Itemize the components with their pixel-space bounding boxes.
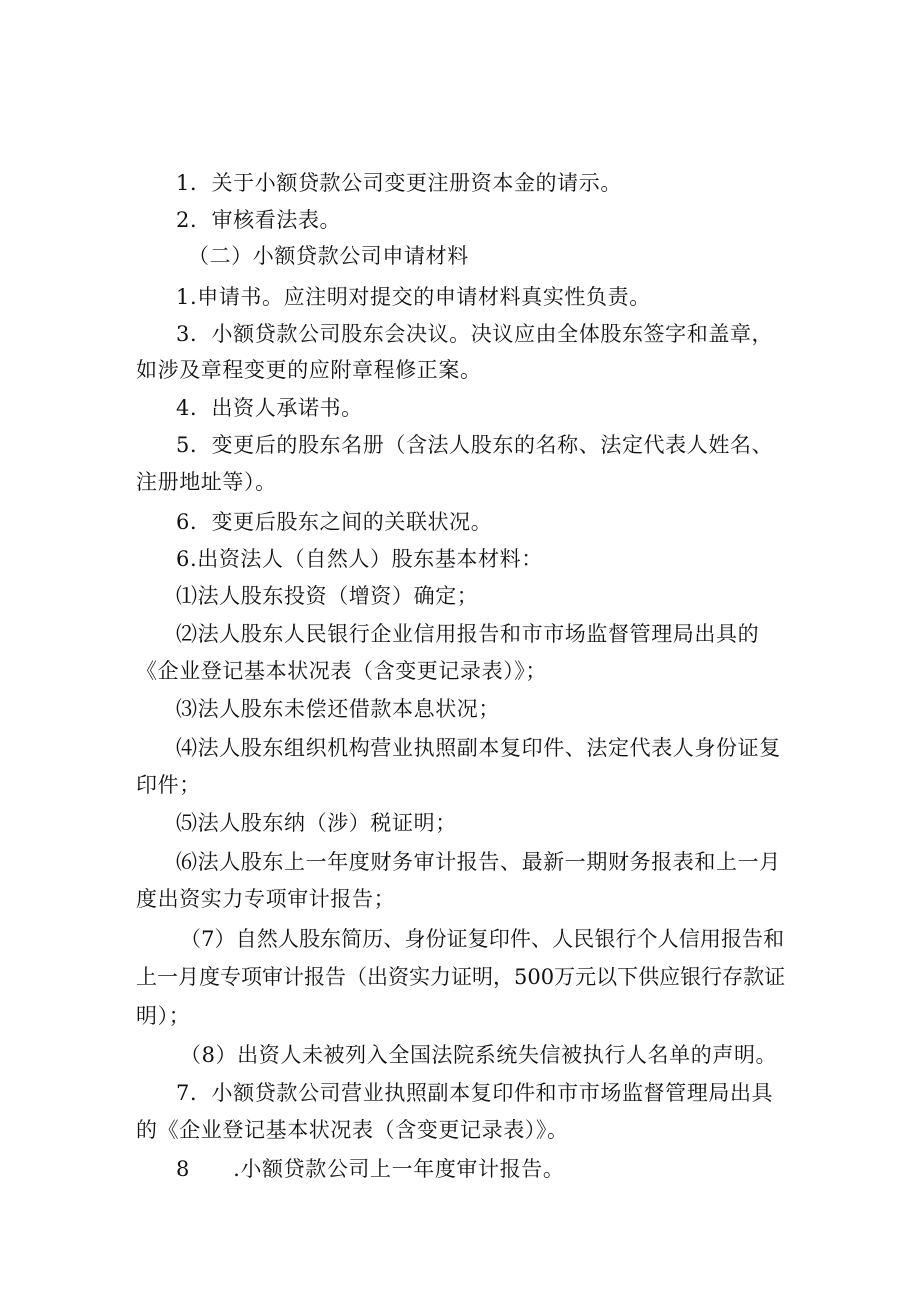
doc-line: 度出资实力专项审计报告；: [136, 887, 396, 911]
doc-line: ⑷法人股东组织机构营业执照副本复印件、法定代表人身份证复: [176, 736, 781, 760]
doc-line: 如涉及章程变更的应附章程修正案。: [136, 358, 482, 382]
doc-line: 《企业登记基本状况表（含变更记录表）》；: [136, 659, 547, 683]
doc-line: 印件；: [136, 773, 201, 797]
doc-line: 5．变更后的股东名册（含法人股东的名称、法定代表人姓名、: [176, 433, 774, 457]
doc-line: 明）；: [136, 1004, 191, 1028]
doc-line: 的《企业登记基本状况表（含变更记录表）》。: [136, 1118, 569, 1142]
doc-line: 8 .小额贷款公司上一年度审计报告。: [176, 1157, 565, 1181]
doc-line: 注册地址等）。: [136, 470, 277, 494]
doc-line: ⑶法人股东未偿还借款本息状况；: [176, 697, 500, 721]
doc-line: （7）自然人股东简历、身份证复印件、人民银行个人信用报告和: [180, 927, 785, 951]
doc-line: 6．变更后股东之间的关联状况。: [176, 510, 493, 534]
doc-line: 4．出资人承诺书。: [176, 396, 363, 420]
doc-line: （8）出资人未被列入全国法院系统失信被执行人名单的声明。: [180, 1043, 778, 1067]
doc-line: 7．小额贷款公司营业执照副本复印件和市市场监督管理局出具: [176, 1081, 774, 1105]
doc-line: ⑸法人股东纳（涉）税证明；: [176, 811, 457, 835]
doc-line: 上一月度专项审计报告（出资实力证明，500万元以下供应银行存款证: [136, 965, 786, 989]
doc-line: 3．小额贷款公司股东会决议。决议应由全体股东签字和盖章，: [176, 322, 774, 346]
doc-line: 1．关于小额贷款公司变更注册资本金的请示。: [176, 171, 622, 195]
doc-line: ⑵法人股东人民银行企业信用报告和市市场监督管理局出具的: [176, 622, 760, 646]
doc-line: 1.申请书。应注明对提交的申请材料真实性负责。: [176, 285, 651, 309]
section-heading: （二）小额贷款公司申请材料: [188, 244, 469, 268]
doc-line: ⑴法人股东投资（增资）确定；: [176, 584, 479, 608]
doc-line: 6.出资法人（自然人）股东基本材料：: [176, 547, 543, 571]
doc-line: 2．审核看法表。: [176, 208, 342, 232]
doc-line: ⑹法人股东上一年度财务审计报告、最新一期财务报表和上一月: [176, 850, 781, 874]
